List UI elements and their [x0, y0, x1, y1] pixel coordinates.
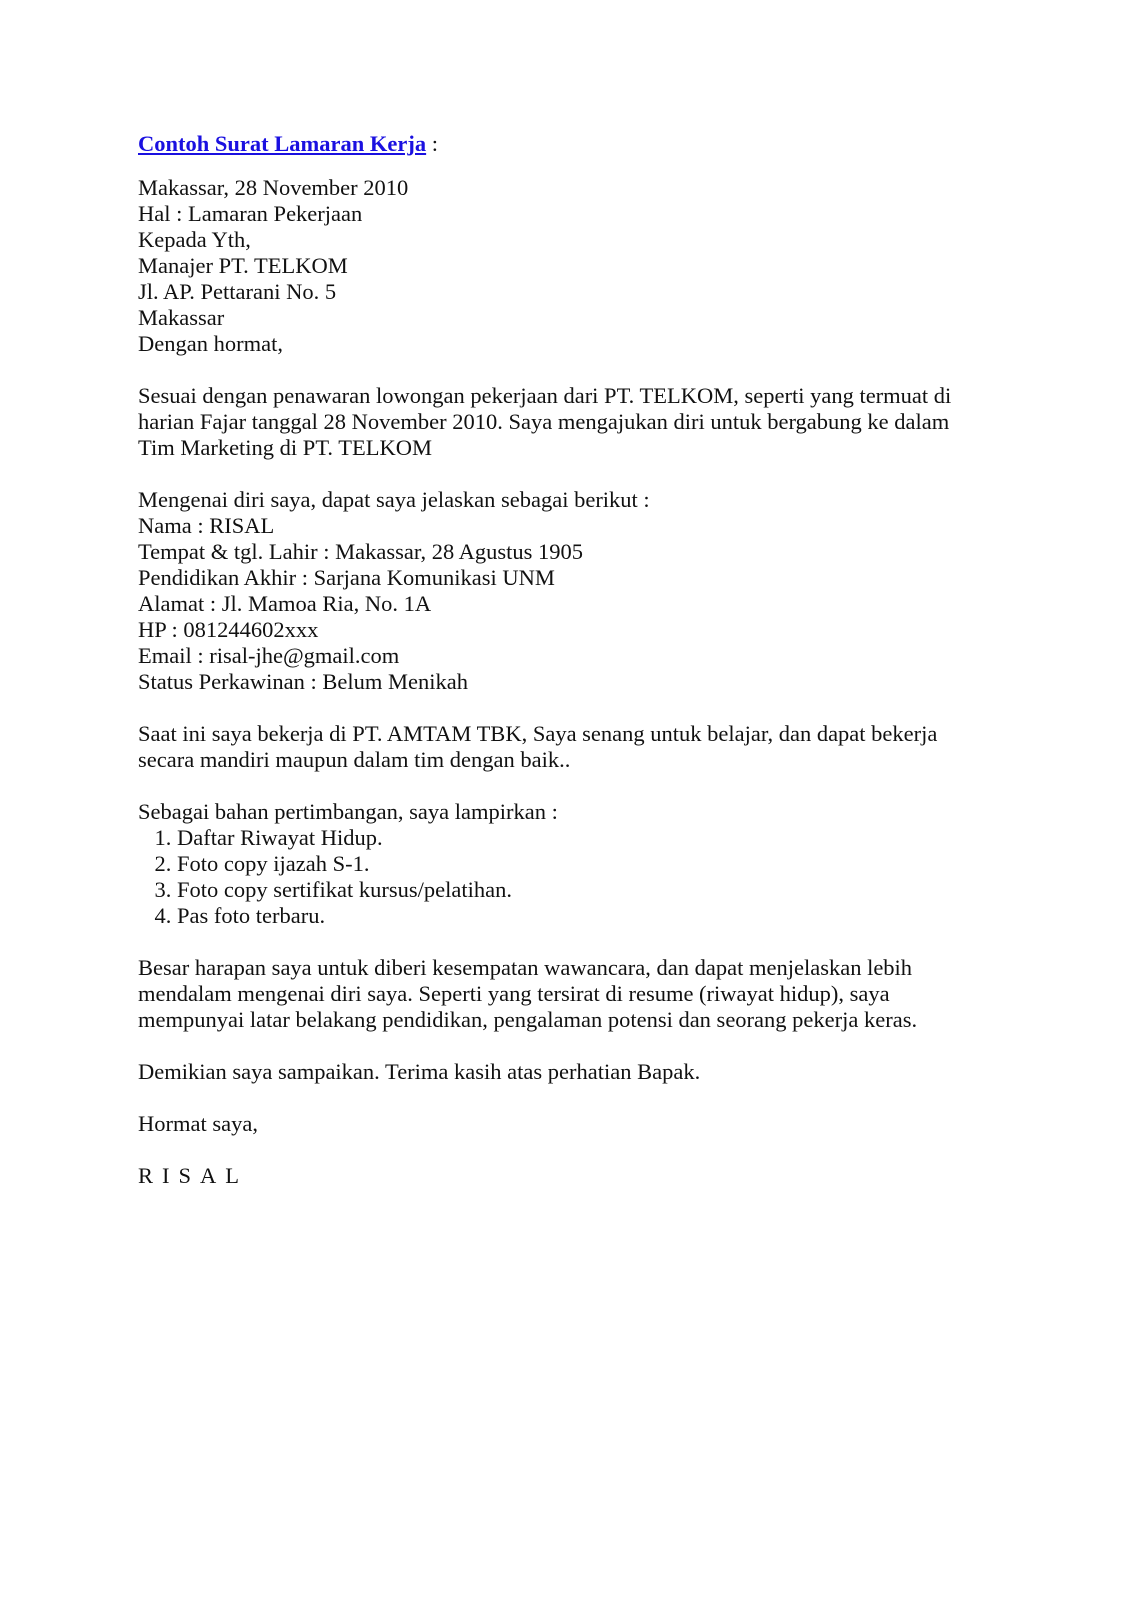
attachments-list [138, 825, 1018, 929]
intro-paragraph [138, 383, 1018, 461]
letter-date: Makassar, 28 November 2010 [138, 175, 409, 200]
personal-birth: Tempat & tgl. Lahir : Makassar, 28 Agustus 1905 [138, 539, 583, 564]
title-suffix: : [426, 131, 439, 156]
hope-line: mendalam mengenai diri saya. Seperti yang tersirat di resume (riwayat hidup), saya [138, 981, 890, 1006]
personal-marital: Status Perkawinan : Belum Menikah [138, 669, 468, 694]
personal-name: Nama : RISAL [138, 513, 275, 538]
letter-to: Kepada Yth, [138, 227, 251, 252]
regards-block [138, 1111, 1018, 1137]
intro-line: harian Fajar tanggal 28 November 2010. Saya mengajukan diri untuk bergabung ke dalam [138, 409, 950, 434]
signature-name: RISAL [138, 1163, 249, 1188]
personal-education: Pendidikan Akhir : Sarjana Komunikasi UNM [138, 565, 555, 590]
signature-block [138, 1163, 1018, 1189]
work-paragraph [138, 721, 1018, 773]
title-line [138, 131, 1018, 157]
intro-line: Sesuai dengan penawaran lowongan pekerjaan dari PT. TELKOM, seperti yang termuat di [138, 383, 952, 408]
letter-city: Makassar [138, 305, 225, 330]
personal-address: Alamat : Jl. Mamoa Ria, No. 1A [138, 591, 432, 616]
personal-phone: HP : 081244602xxx [138, 617, 319, 642]
letter-page [138, 131, 1018, 1189]
hope-line: mempunyai latar belakang pendidikan, pengalaman potensi dan seorang pekerja keras. [138, 1007, 918, 1032]
personal-email: Email : risal-jhe@gmail.com [138, 643, 400, 668]
closing-regards: Hormat saya, [138, 1111, 258, 1136]
personal-details [138, 487, 1018, 695]
personal-heading: Mengenai diri saya, dapat saya jelaskan sebagai berikut : [138, 487, 650, 512]
work-line: Saat ini saya bekerja di PT. AMTAM TBK, Saya senang untuk belajar, dan dapat bekerja [138, 721, 938, 746]
closing-paragraph [138, 1059, 1018, 1085]
hope-paragraph [138, 955, 1018, 1033]
attachments-section [138, 799, 1018, 929]
work-line: secara mandiri maupun dalam tim dengan baik.. [138, 747, 571, 772]
attachments-heading: Sebagai bahan pertimbangan, saya lampirkan : [138, 799, 558, 824]
title-link[interactable]: Contoh Surat Lamaran Kerja [138, 131, 427, 156]
letter-recipient: Manajer PT. TELKOM [138, 253, 348, 278]
list-item: 3. Foto copy sertifikat kursus/pelatihan. [177, 877, 1018, 903]
list-item: 2. Foto copy ijazah S-1. [177, 851, 1018, 877]
letter-subject: Hal : Lamaran Pekerjaan [138, 201, 363, 226]
letter-greeting: Dengan hormat, [138, 331, 283, 356]
letter-header [138, 175, 1018, 357]
list-item: 4. Pas foto terbaru. [177, 903, 1018, 929]
closing-text: Demikian saya sampaikan. Terima kasih atas perhatian Bapak. [138, 1059, 701, 1084]
hope-line: Besar harapan saya untuk diberi kesempatan wawancara, dan dapat menjelaskan lebih [138, 955, 913, 980]
list-item: 1. Daftar Riwayat Hidup. [177, 825, 1018, 851]
intro-line: Tim Marketing di PT. TELKOM [138, 435, 432, 460]
letter-street: Jl. AP. Pettarani No. 5 [138, 279, 337, 304]
